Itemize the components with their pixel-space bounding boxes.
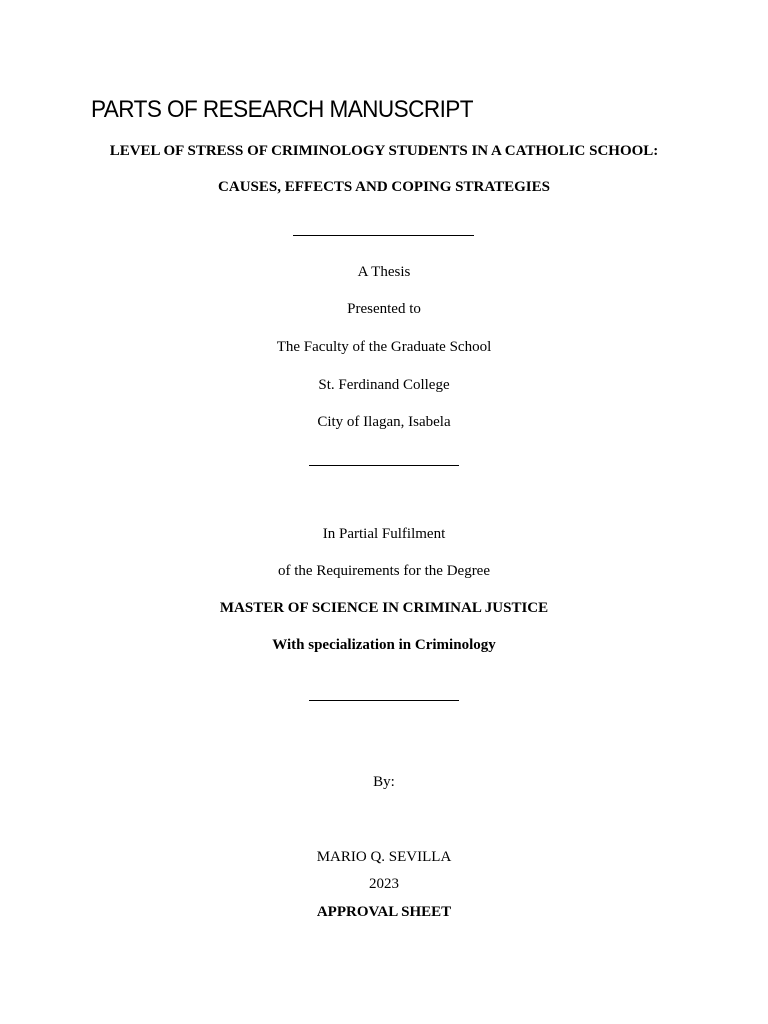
presented-to-label: Presented to (347, 301, 421, 317)
requirements-label: of the Requirements for the Degree (278, 563, 490, 579)
submission-year: 2023 (369, 876, 399, 892)
page-heading: PARTS OF RESEARCH MANUSCRIPT (91, 96, 473, 123)
approval-sheet-heading: APPROVAL SHEET (316, 904, 452, 920)
specialization: With specialization in Criminology (272, 637, 496, 653)
thesis-title-line-2: CAUSES, EFFECTS AND COPING STRATEGIES (218, 179, 550, 195)
thesis-title-line-1: LEVEL OF STRESS OF CRIMINOLOGY STUDENTS IN A CATHOLIC SCHOOL: (109, 143, 659, 159)
college-name: St. Ferdinand College (318, 377, 450, 393)
partial-fulfilment-label: In Partial Fulfilment (322, 526, 446, 542)
degree-name: MASTER OF SCIENCE IN CRIMINAL JUSTICE (219, 600, 549, 616)
faculty-name: The Faculty of the Graduate School (276, 339, 492, 355)
divider-title (293, 235, 474, 236)
by-label: By: (373, 774, 395, 790)
author-name: MARIO Q. SEVILLA (316, 849, 452, 865)
college-location: City of Ilagan, Isabela (317, 414, 451, 430)
divider-degree (309, 700, 459, 701)
thesis-label: A Thesis (357, 264, 411, 280)
divider-institution (309, 465, 459, 466)
